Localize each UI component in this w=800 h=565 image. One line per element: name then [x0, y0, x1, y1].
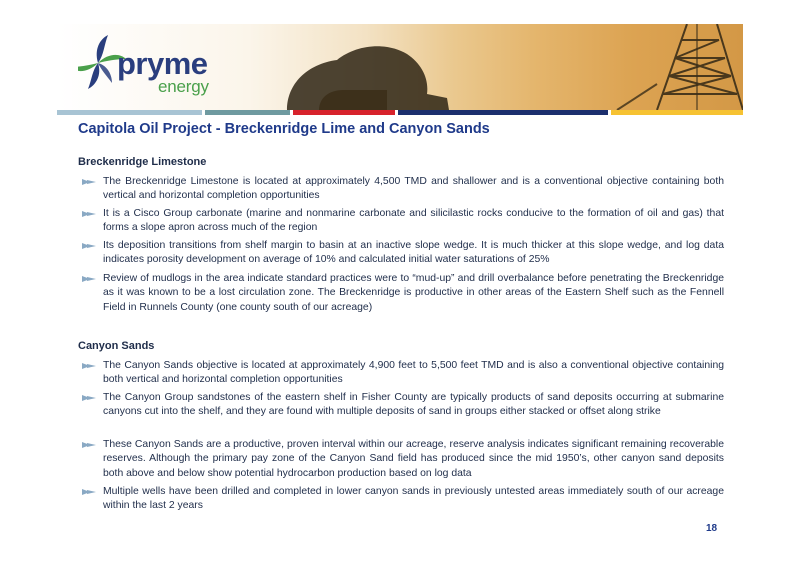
bullet-text: Review of mudlogs in the area indicate standard practices were to “mud-up” and drill overbalance before penetrating the Breckenridge as it was known to be a lost circulation zone. The Breckenridge is productive in other areas of the Eastern Shelf such as the Fennell Field in Runnels County (one county south of our acreage) — [103, 273, 724, 313]
list-item — [82, 239, 724, 268]
arrow-bullet-icon — [82, 242, 96, 250]
list-item — [82, 391, 724, 420]
arrow-bullet-icon — [82, 362, 96, 370]
page-number: 18 — [706, 523, 718, 534]
divider-bar — [57, 110, 202, 115]
list-item — [82, 272, 724, 315]
arrow-bullet-icon — [82, 488, 96, 496]
bullet-text: It is a Cisco Group carbonate (marine and nonmarine carbonate and silicilastic rocks conducive to the formation of oil and gas) that forms a slope apron across much of the region — [103, 208, 724, 234]
divider-bar — [611, 110, 743, 115]
arrow-bullet-icon — [82, 275, 96, 283]
list-item — [82, 207, 724, 236]
list-item — [82, 438, 724, 481]
arrow-bullet-icon — [82, 394, 96, 402]
bullet-text: The Breckenridge Limestone is located at approximately 4,500 TMD and shallower and is a conventional objective containing both vertical and horizontal completion opportunities — [103, 176, 724, 202]
logo-wordmark: pryme — [117, 46, 208, 81]
page-title: Capitola Oil Project - Breckenridge Lime and Canyon Sands — [78, 121, 490, 137]
divider-bar — [205, 110, 290, 115]
list-item — [82, 485, 724, 514]
bullet-text: The Canyon Sands objective is located at approximately 4,900 feet to 5,500 feet TMD and is also a conventional objective containing both vertical and horizontal completion opportunities — [103, 360, 724, 386]
section-heading-breckenridge: Breckenridge Limestone — [78, 156, 207, 168]
arrow-bullet-icon — [82, 178, 96, 186]
list-item — [82, 175, 724, 204]
bullet-text: These Canyon Sands are a productive, proven interval within our acreage, reserve analysis indicates significant remaining recoverable reserves. Although the primary pay zone of the Canyon Sand field has produced since the mid 1950’s, other canyon sand deposits both above and below show potential hydrocarbon production based on log data — [103, 439, 724, 479]
list-item — [82, 359, 724, 388]
arrow-bullet-icon — [82, 441, 96, 449]
arrow-bullet-icon — [82, 210, 96, 218]
bullet-text: Its deposition transitions from shelf margin to basin at an inactive slope wedge. It is much thicker at this slope wedge, and log data indicates porosity development on average of 10% and calculated initial water saturations of 25% — [103, 240, 724, 266]
section-heading-canyon-sands: Canyon Sands — [78, 340, 155, 352]
bullet-text: The Canyon Group sandstones of the eastern shelf in Fisher County are typically products of sand deposits occurring at submarine canyons cut into the shelf, and they are found with multiple deposits of sand in groups either stacked or offset along strike — [103, 392, 724, 418]
divider-bar — [398, 110, 608, 115]
logo-tagline: energy — [158, 77, 209, 96]
divider-bar — [293, 110, 395, 115]
bullet-text: Multiple wells have been drilled and completed in lower canyon sands in previously untested areas immediately south of our acreage within the last 2 years — [103, 486, 724, 512]
color-divider-bars — [57, 110, 743, 115]
